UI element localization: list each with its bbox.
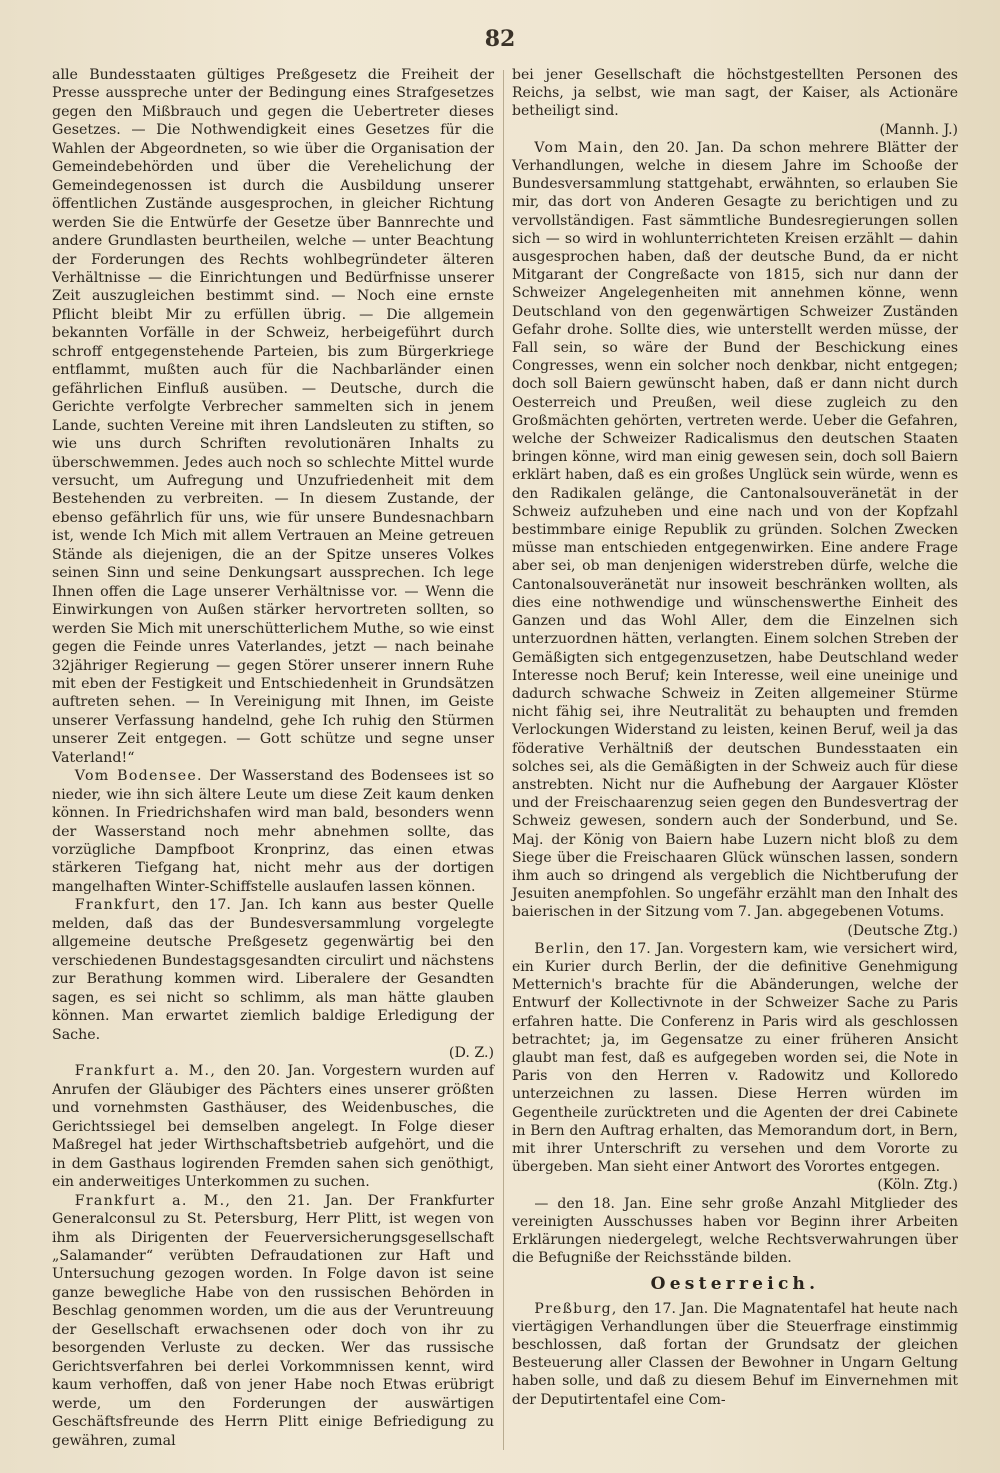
article-pressburg: Preßburg, den 17. Jan. Die Magnatentafel hat heute nach viertägigen Verhandlungen über die Steuerfrage einstimmig beschlossen, daß fortan der Grundsatz der gleichen Besteuerung aller Classen der Bewohner in Ungarn Geltung haben solle, und daß zu diesem Behuf im Einvernehmen mit der Deputirtentafel eine Com- [512,1300,958,1408]
article-frankfurt-20: Frankfurt a. M., den 20. Jan. Vorgestern wurden auf Anrufen der Gläubiger des Pächters eines unserer größten und vornehmsten Gasthäuser, des Weidenbusches, die Gerichtssiegel bei demselben angelegt. In Folge dieser Maßregel hat jeder Wirthschaftsbetrieb aufgehört, und die in dem Gasthaus logirenden Fremden sahen sich genöthigt, ein anderweitiges Unterkommen zu suchen. [52,1063,494,1191]
article-place: Berlin, [534,940,591,957]
article-continuation: alle Bundesstaaten gültiges Preßgesetz die Freiheit der Presse ausspreche unter der Bedingung eines Strafgesetzes gegen den Mißbrauch und gegen die Uebertreter dieses Gesetzes. — Die Nothwendigkeit eines Gesetzes für die Wahlen der Abgeordneten, so wie über die Organisation der Gemeindebehörden und über die Verehelichung der Gemeindegenossen ist durch die Ausbildung unserer öffentlichen Zustände ausgesprochen, in gleicher Richtung werden Sie die Entwürfe der Gesetze über Bannrechte und andere Grundlasten beurtheilen, welche — unter Beachtung der Forderungen des Rechts wohlbegründeter älteren Verhältnisse — die Einrichtungen und Bedürfnisse unserer Zeit auszugleichen bestimmt sind. — Noch eine ernste Pflicht bleibt Mir zu erfüllen übrig. — Die allgemein bekannten Vorfälle in der Schweiz, herbeigeführt durch schroff entgegenstehende Parteien, bis zum Bürgerkriege entflammt, mußten auch für die Nachbarländer einen gefährlichen Einfluß ausüben. — Deutsche, durch die Gerichte verfolgte Verbrecher sammelten sich in jenem Lande, suchten Vereine mit ihren Landsleuten zu stiften, so wie uns durch Schriften revolutionären Inhalts zu überschwemmen. Jedes auch noch so schlechte Mittel wurde versucht, um Aufregung und Unzufriedenheit mit dem Bestehenden zu verbreiten. — In diesem Zustande, der ebenso gefährlich für uns, wie für unsere Bundesnachbarn ist, wende Ich Mich mit allem Vertrauen an Meine getreuen Stände als diejenigen, die an der Spitze unseres Volkes seinen Sinn und seine Denkungsart aussprechen. Ich lege Ihnen offen die Lage unserer Verhältnisse vor. — Wenn die Einwirkungen von Außen stärker hervortreten sollten, so werden Sie Mich mit unerschütterlichem Muthe, so wie einst gegen die Feinde unres Vaterlandes, jetzt — nach beinahe 32jähriger Regierung — gegen Störer unserer innern Ruhe mit eben der Festigkeit und Entschiedenheit in Grundsätzen auftreten sehen. — In Vereinigung mit Ihnen, im Geiste unserer Verfassung handelnd, gehe Ich ruhig den Stürmen unserer Zeit entgegen. — Gott schütze und segne unser Vaterland!“ [52,67,494,766]
right-column [512,66,958,1409]
article-continuation: bei jener Gesellschaft die höchstgestellten Personen des Reichs, ja selbst, wie man sagt, der Kaiser, als Actionäre betheiligt sind. (Mannh. J.) [512,67,958,138]
article-frankfurt-17: Frankfurt, den 17. Jan. Ich kann aus bester Quelle melden, daß das der Bundesversammlung vorgelegte allgemeine deutsche Preßgesetz gegenwärtig bei den verschiedenen Bundestagsgesandten circulirt und nächstens zur Berathung kommen wird. Liberalere der Gesandten sagen, es sei nicht so schlimm, als man hätte glauben können. Man erwartet ziemlich baldige Erledigung der Sache. (D. Z.) [52,897,494,1062]
article-place: Frankfurt a. M., [74,1063,217,1080]
article-source: (Mannh. J.) [879,121,958,138]
article-source: (D. Z.) [448,1045,494,1062]
article-vom-main: Vom Main, den 20. Jan. Da schon mehrere Blätter der Verhandlungen, welche in diesem Jahre im Schooße der Bundesversammlung stattgehabt, erwähnten, so erlauben Sie mir, das dort von Anderen Gesagte zu berichtigen und zu vervollständigen. Fast sämmtliche Bundesregierungen sollen sich — so wird in wohlunterrichteten Kreisen erzählt — dahin ausgesprochen haben, daß der deutsche Bund, da er nicht Mitgarant der Congreßacte von 1815, sich nur dann der Schweizer Angelegenheiten mit annehmen könne, wenn Deutschland von den gegenwärtigen Schweizer Zuständen Gefahr drohe. Sollte dies, wie unterstellt werden müsse, der Fall sein, so wäre der Bund der Beschickung eines Congresses, wenn ein solcher noch denkbar, nicht entgegen; doch soll Baiern gewünscht haben, daß er dann nicht durch Oesterreich und Preußen, weil diese zugleich zu den Großmächten gehörten, vertreten werde. Ueber die Gefahren, welche der Schweizer Radicalismus den deutschen Staaten bringen könne, wird man einig gewesen sein, doch soll Baiern erklärt haben, daß es ein großes Unglück sein würde, wenn es den Radikalen gelänge, die Cantonalsouveränetät in der Schweiz aufzuheben und eine nach und von der Kopfzahl bestimmbare einige Republik zu gründen. Solchen Zwecken müsse man entschieden entgegenwirken. Eine andere Frage aber sei, ob man denjenigen widerstreben dürfe, welche die Cantonalsouveränetät nur insoweit beschränken wollten, als dies eine nothwendige und wünschenswerthe Einheit des Ganzen und das Wohl Aller, dem die Einzelnen sich unterzuordnen hätten, verlangten. Einem solchen Streben der Gemäßigten sich entgegenzusetzen, habe Deutschland weder Interesse noch Beruf; kein Interesse, weil eine uneinige und dadurch schwache Schweiz in Zeiten allgemeiner Stürme nicht fähig sei, ihre Neutralität zu behaupten und fremden Verlockungen Widerstand zu leisten, keinen Beruf, weil ja das föderative Verhältniß der deutschen Bundesstaaten ein solches sei, als die Gemäßigten in der Schweiz auch für diese anstrebten. Nicht nur die Aufhebung der Aargauer Klöster und der Freischaarenzug seien gegen den Bundesvertrag der Schweiz gewesen, sondern auch der Sonderbund, und Se. Maj. der König von Baiern habe Luzern nicht bloß zu dem Siege über die Freischaaren Glück wünschen lassen, sondern ihm auch so dringend als vergeblich die Nichtberufung der Jesuiten anempfohlen. So ungefähr erzählt man den Inhalt des baierischen in der Sitzung vom 7. Jan. abgegebenen Votums. (Deutsche Ztg.) [512,139,958,939]
article-berlin-17: Berlin, den 17. Jan. Vorgestern kam, wie versichert wird, ein Kurier durch Berlin, der die definitive Genehmigung Metternich's brachte für die Abänderungen, welche der Entwurf der Kollectivnote in der Schweizer Sache zu Paris erfahren hatte. Die Conferenz in Paris wird als geschlossen betrachtet; ja, im Gegensatze zu einer früheren Ansicht glaubt man fest, daß es aufgegeben worden sei, die Note in Paris von den Herren v. Radowitz und Kolloredo unterzeichnen zu lassen. Diese Herren würden im Gegentheile zurücktreten und die Agenten der drei Cabinete in Bern den Auftrag erhalten, das Memorandum dort, in Bern, mit ihrer Unterschrift zu versehen und dem Vororte zu übergeben. Man sieht einer Antwort des Vorortes entgegen. (Köln. Ztg.) [512,940,958,1194]
left-column [52,66,494,1450]
column-divider [503,70,504,1450]
article-place: Frankfurt a. M., [74,1192,232,1209]
article-source: (Köln. Ztg.) [877,1177,958,1194]
article-berlin-18: — den 18. Jan. Eine sehr große Anzahl Mitglieder des vereinigten Ausschusses haben vor Beginn ihrer Arbeiten Erklärungen niedergelegt, welche Rechtsverwahrungen über die Befugniße der Reichsstände bilden. [512,1195,958,1267]
article-bodensee: Vom Bodensee. Der Wasserstand des Bodensees ist so nieder, wie ihn sich ältere Leute um diese Zeit kaum denken können. In Friedrichshafen wird man bald, besonders wenn der Wasserstand noch mehr abnehmen sollte, das vorzügliche Dampfboot Kronprinz, das einen etwas stärkeren Tiefgang hat, nicht mehr aus der dortigen mangelhaften Winter-Schiffstelle auslaufen lassen können. [52,768,495,895]
article-place: Vom Bodensee. [74,768,203,785]
page-number: 82 [484,26,516,52]
article-place: Frankfurt, [74,897,162,914]
article-place: Preßburg, [534,1300,618,1317]
article-frankfurt-21: Frankfurt a. M., den 21. Jan. Der Frankfurter Generalconsul zu St. Petersburg, Herr Plitt, ist wegen von ihm als Dirigenten der Feuerversicherungsgesellschaft „Salamander“ verübten Defraudationen zur Haft und Untersuchung gezogen worden. In Folge davon ist seine ganze bewegliche Habe von den russischen Behörden in Beschlag genommen worden, um die aus der Veruntreuung der Gesellschaft erwachsenen oder doch von ihr zu besorgenden Verluste zu decken. Wer das russische Gerichtsverfahren bei derlei Vorkommnissen kennt, wird kaum verhoffen, daß von jener Habe noch Etwas erübrigt werde, um den Forderungen der auswärtigen Geschäftsfreunde des Herrn Plitt einige Befriedigung zu gewähren, zumal [52,1192,494,1449]
article-place: Vom Main, [534,139,625,156]
section-heading: Oesterreich. [650,1274,820,1295]
article-source: (Deutsche Ztg.) [847,922,958,939]
